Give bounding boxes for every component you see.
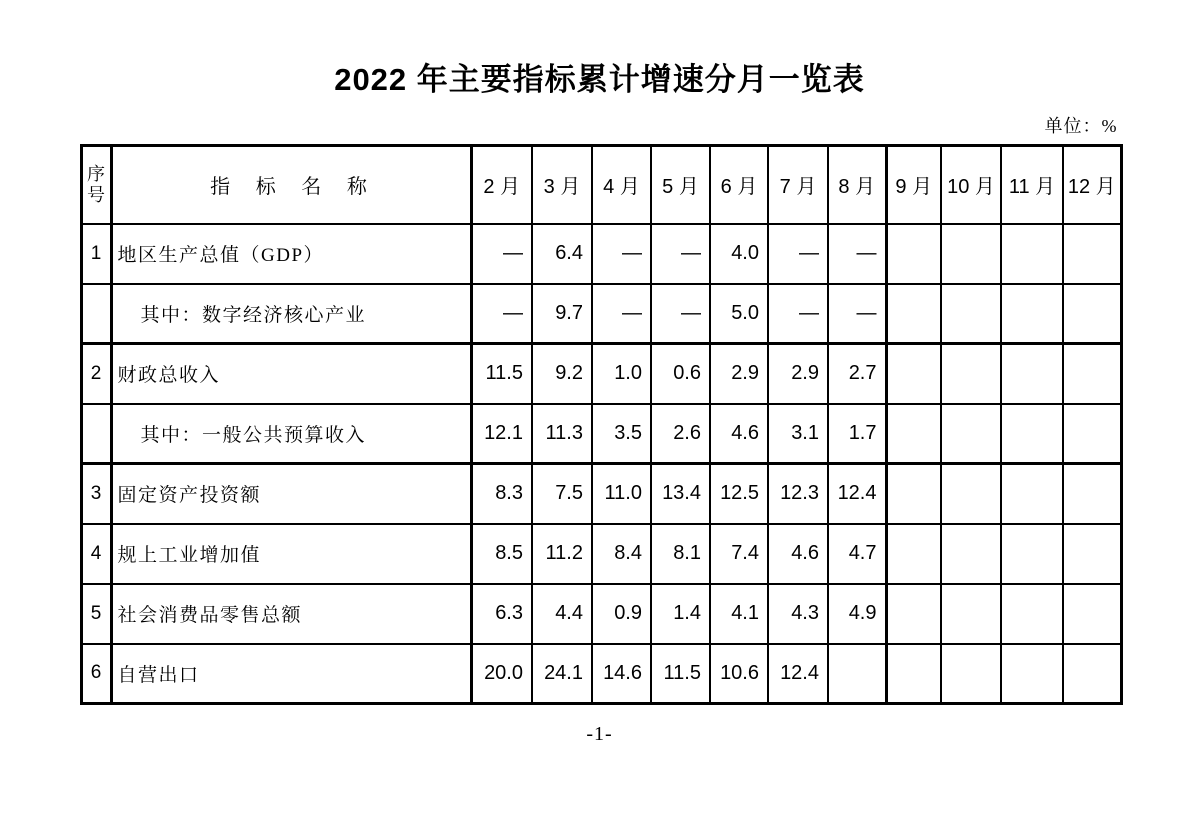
value-cell — [941, 584, 1001, 644]
value-cell: 0.6 — [651, 344, 710, 404]
value-cell: — — [651, 224, 710, 284]
value-cell: — — [471, 284, 532, 344]
value-cell — [886, 644, 941, 704]
col-header-month: 10 月 — [941, 146, 1001, 224]
seq-cell: 5 — [81, 584, 111, 644]
indicator-name-cell: 其中：数字经济核心产业 — [111, 284, 471, 344]
page-content — [80, 0, 1120, 746]
value-cell: 8.3 — [471, 464, 532, 524]
value-cell — [941, 404, 1001, 464]
value-cell: 11.2 — [532, 524, 592, 584]
value-cell: — — [592, 284, 651, 344]
col-header-month: 6 月 — [710, 146, 768, 224]
value-cell: 12.5 — [710, 464, 768, 524]
value-cell — [1001, 284, 1063, 344]
col-header-month: 8 月 — [828, 146, 886, 224]
col-header-month: 7 月 — [768, 146, 828, 224]
value-cell — [1063, 344, 1121, 404]
value-cell — [1063, 524, 1121, 584]
value-cell: 3.5 — [592, 404, 651, 464]
value-cell: 2.9 — [768, 344, 828, 404]
unit-label: 单位：% — [1044, 116, 1118, 136]
value-cell — [886, 284, 941, 344]
value-cell — [1001, 464, 1063, 524]
seq-cell: 4 — [81, 524, 111, 584]
value-cell: 0.9 — [592, 584, 651, 644]
value-cell: 11.5 — [651, 644, 710, 704]
value-cell: 7.4 — [710, 524, 768, 584]
value-cell: 7.5 — [532, 464, 592, 524]
col-header-month: 9 月 — [886, 146, 941, 224]
indicators-table — [80, 144, 1123, 705]
indicator-name-cell: 自营出口 — [111, 644, 471, 704]
value-cell: — — [592, 224, 651, 284]
value-cell — [1001, 224, 1063, 284]
value-cell — [1001, 524, 1063, 584]
value-cell: — — [471, 224, 532, 284]
table-row — [81, 584, 1121, 644]
value-cell: 11.0 — [592, 464, 651, 524]
table-row — [81, 644, 1121, 704]
value-cell — [1063, 284, 1121, 344]
value-cell — [1001, 584, 1063, 644]
value-cell: 12.4 — [828, 464, 886, 524]
table-row — [81, 224, 1121, 284]
seq-cell — [81, 284, 111, 344]
value-cell — [941, 464, 1001, 524]
value-cell — [1063, 224, 1121, 284]
value-cell: 14.6 — [592, 644, 651, 704]
value-cell — [886, 464, 941, 524]
table-row — [81, 284, 1121, 344]
value-cell: 13.4 — [651, 464, 710, 524]
value-cell: 8.1 — [651, 524, 710, 584]
value-cell: 11.3 — [532, 404, 592, 464]
value-cell: 6.4 — [532, 224, 592, 284]
value-cell — [1063, 404, 1121, 464]
value-cell — [941, 524, 1001, 584]
value-cell: 12.1 — [471, 404, 532, 464]
value-cell: 1.4 — [651, 584, 710, 644]
value-cell: — — [828, 224, 886, 284]
value-cell: 2.9 — [710, 344, 768, 404]
value-cell — [941, 644, 1001, 704]
page-title: 2022 年主要指标累计增速分月一览表 — [334, 62, 865, 97]
value-cell — [886, 344, 941, 404]
col-header-month: 3 月 — [532, 146, 592, 224]
value-cell: 3.1 — [768, 404, 828, 464]
value-cell: 10.6 — [710, 644, 768, 704]
value-cell: — — [768, 224, 828, 284]
table-header-row — [81, 146, 1121, 224]
value-cell — [1001, 644, 1063, 704]
page-number: -1- — [586, 723, 613, 745]
value-cell: — — [651, 284, 710, 344]
seq-cell: 2 — [81, 344, 111, 404]
value-cell: 9.7 — [532, 284, 592, 344]
value-cell — [1063, 584, 1121, 644]
col-header-month: 5 月 — [651, 146, 710, 224]
col-header-month: 12 月 — [1063, 146, 1121, 224]
value-cell: 1.7 — [828, 404, 886, 464]
value-cell: 4.6 — [710, 404, 768, 464]
value-cell: 6.3 — [471, 584, 532, 644]
col-header-seq: 序号 — [81, 146, 111, 224]
col-header-month: 4 月 — [592, 146, 651, 224]
seq-cell: 6 — [81, 644, 111, 704]
value-cell — [941, 344, 1001, 404]
value-cell: 8.5 — [471, 524, 532, 584]
col-header-month: 2 月 — [471, 146, 532, 224]
value-cell — [886, 224, 941, 284]
col-header-indicator: 指 标 名 称 — [111, 146, 471, 224]
indicator-name-cell: 规上工业增加值 — [111, 524, 471, 584]
value-cell: 12.3 — [768, 464, 828, 524]
value-cell: 2.7 — [828, 344, 886, 404]
value-cell: 4.6 — [768, 524, 828, 584]
value-cell: 24.1 — [532, 644, 592, 704]
indicator-name-cell: 固定资产投资额 — [111, 464, 471, 524]
value-cell: 4.7 — [828, 524, 886, 584]
value-cell: 4.9 — [828, 584, 886, 644]
value-cell: 9.2 — [532, 344, 592, 404]
seq-cell: 3 — [81, 464, 111, 524]
table-row — [81, 524, 1121, 584]
value-cell — [1063, 464, 1121, 524]
value-cell: 4.4 — [532, 584, 592, 644]
seq-cell: 1 — [81, 224, 111, 284]
value-cell — [941, 284, 1001, 344]
table-row — [81, 344, 1121, 404]
value-cell — [828, 644, 886, 704]
indicator-name-cell: 其中：一般公共预算收入 — [111, 404, 471, 464]
value-cell — [886, 524, 941, 584]
value-cell — [1001, 404, 1063, 464]
table-row — [81, 404, 1121, 464]
value-cell: 12.4 — [768, 644, 828, 704]
indicator-name-cell: 财政总收入 — [111, 344, 471, 404]
indicator-name-cell: 社会消费品零售总额 — [111, 584, 471, 644]
value-cell: 4.3 — [768, 584, 828, 644]
value-cell: — — [828, 284, 886, 344]
value-cell: 2.6 — [651, 404, 710, 464]
value-cell — [886, 404, 941, 464]
value-cell: 4.0 — [710, 224, 768, 284]
value-cell: 8.4 — [592, 524, 651, 584]
value-cell: — — [768, 284, 828, 344]
value-cell — [886, 584, 941, 644]
value-cell — [1063, 644, 1121, 704]
table-row — [81, 464, 1121, 524]
value-cell: 1.0 — [592, 344, 651, 404]
value-cell: 11.5 — [471, 344, 532, 404]
value-cell: 20.0 — [471, 644, 532, 704]
indicator-name-cell: 地区生产总值（GDP） — [111, 224, 471, 284]
value-cell: 5.0 — [710, 284, 768, 344]
seq-cell — [81, 404, 111, 464]
value-cell: 4.1 — [710, 584, 768, 644]
value-cell — [941, 224, 1001, 284]
value-cell — [1001, 344, 1063, 404]
col-header-month: 11 月 — [1001, 146, 1063, 224]
